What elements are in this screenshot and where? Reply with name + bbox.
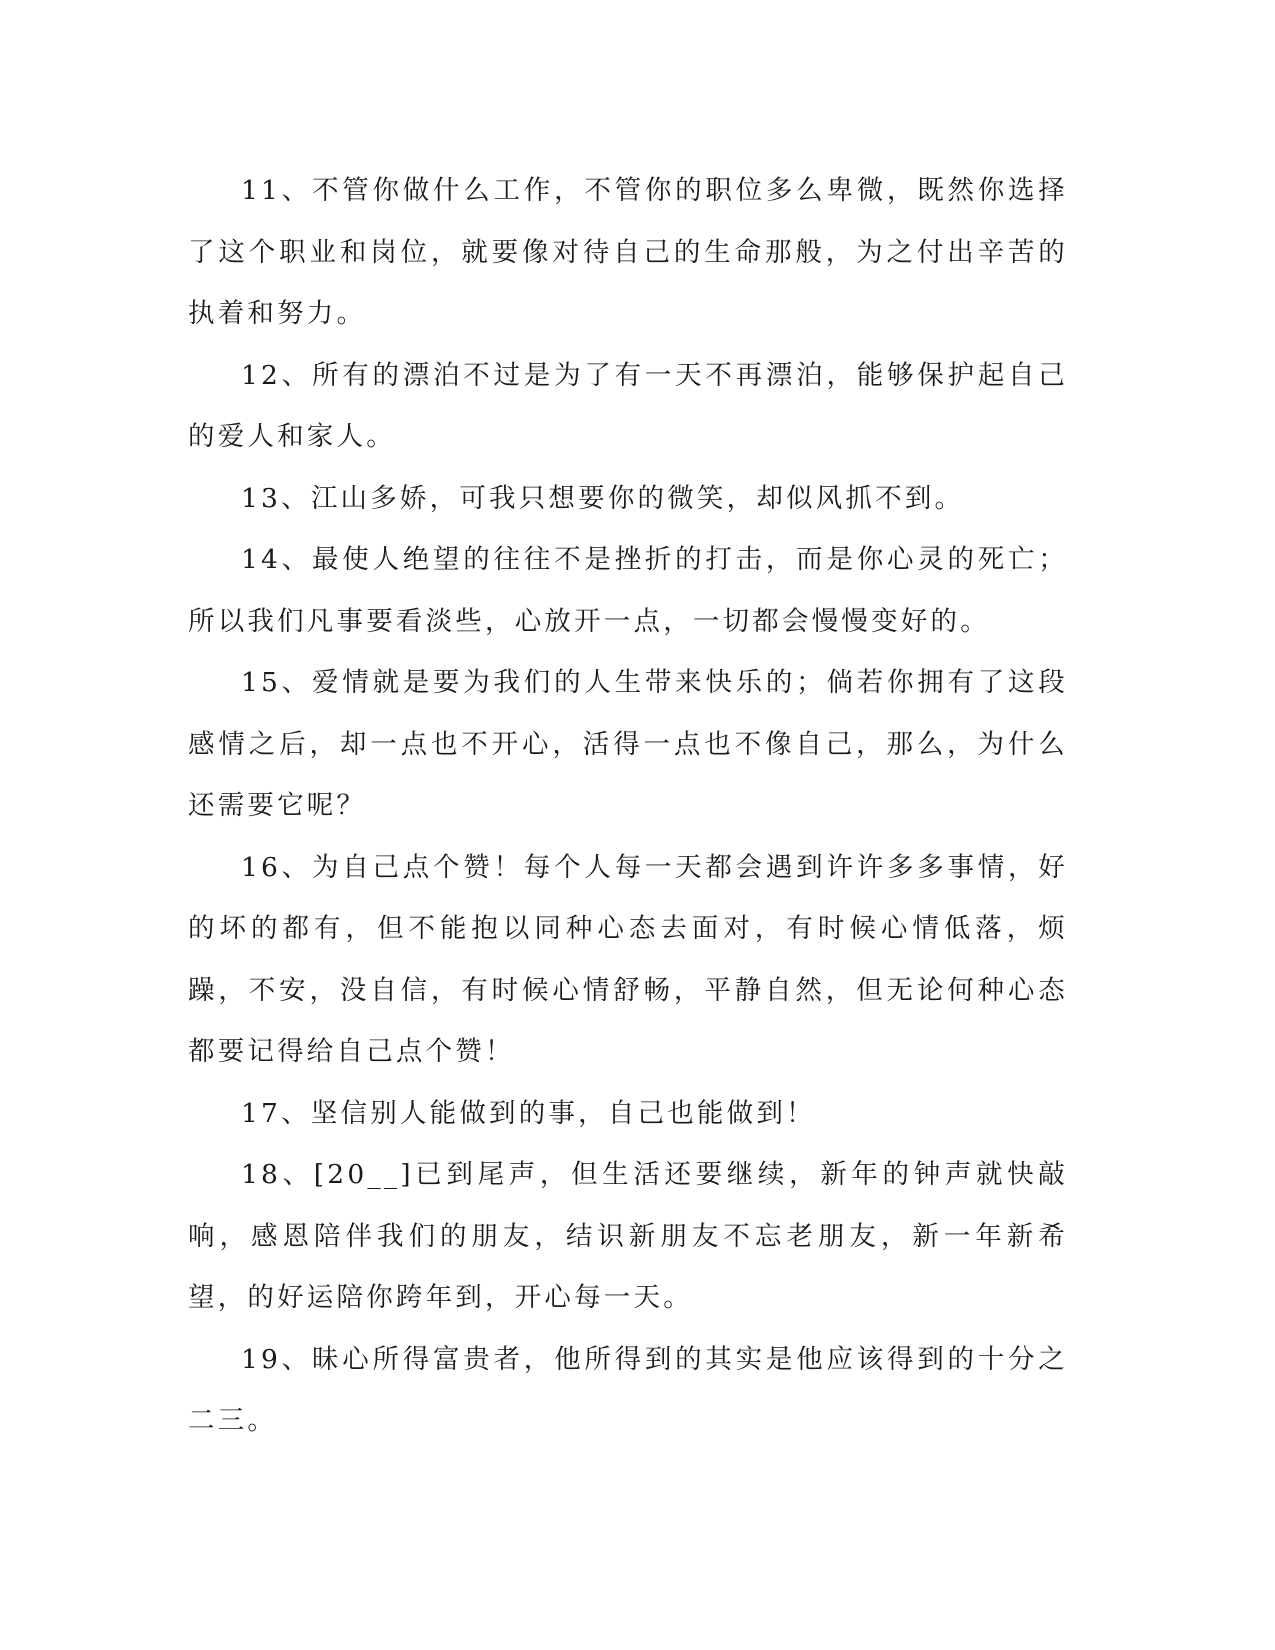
paragraph-16: 16、为自己点个赞！每个人每一天都会遇到许许多多事情，好的坏的都有，但不能抱以同种心态去面对，有时候心情低落，烦躁，不安，没自信，有时候心情舒畅，平静自然，但无论何种心态都要记得给自己点个赞！ [188,851,1068,1067]
paragraph-17: 17、坚信别人能做到的事，自己也能做到！ [241,1097,816,1129]
paragraph-13: 13、江山多娇，可我只想要你的微笑，却似风抓不到。 [241,482,965,514]
paragraph-15: 15、爱情就是要为我们的人生带来快乐的；倘若你拥有了这段感情之后，却一点也不开心，活得一点也不像自己，那么，为什么还需要它呢？ [188,667,1068,821]
paragraph-19: 19、昧心所得富贵者，他所得到的其实是他应该得到的十分之二三。 [188,1343,1068,1436]
paragraph-11: 11、不管你做什么工作，不管你的职位多么卑微，既然你选择了这个职业和岗位，就要像对待自己的生命那般，为之付出辛苦的执着和努力。 [188,175,1068,329]
paragraph-18: 18、[20__]已到尾声，但生活还要继续，新年的钟声就快敲响，感恩陪伴我们的朋友，结识新朋友不忘老朋友，新一年新希望，的好运陪你跨年到，开心每一天。 [188,1159,1068,1313]
paragraph-12: 12、所有的漂泊不过是为了有一天不再漂泊，能够保护起自己的爱人和家人。 [188,359,1068,452]
paragraph-14: 14、最使人绝望的往往不是挫折的打击，而是你心灵的死亡；所以我们凡事要看淡些，心放开一点，一切都会慢慢变好的。 [188,544,1068,637]
document-body [188,160,1068,1452]
